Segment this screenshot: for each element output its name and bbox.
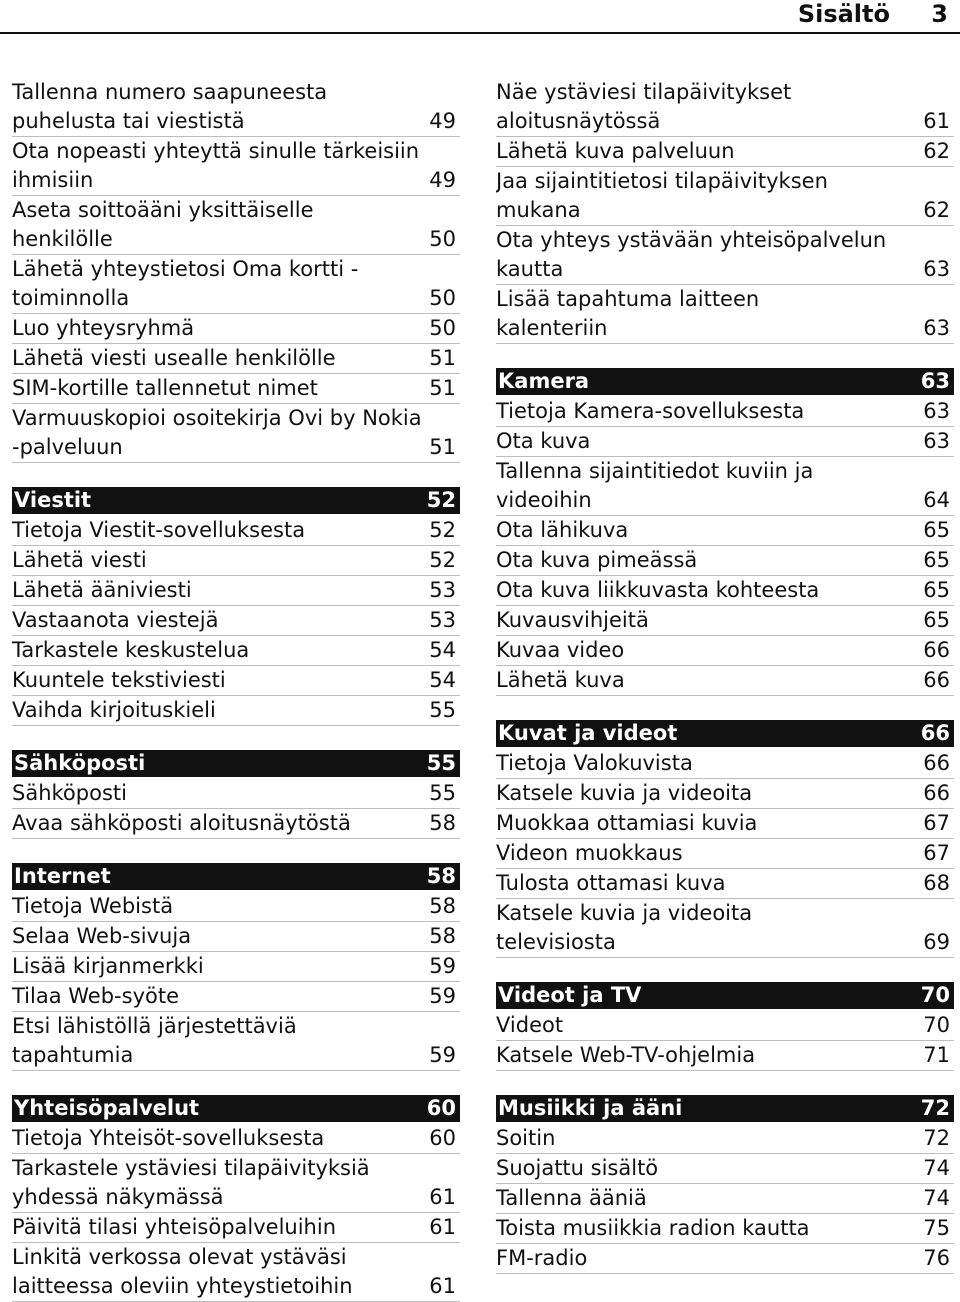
entry-page-number: 65 <box>923 518 950 542</box>
entry-title: Muokkaa ottamiasi kuvia <box>496 811 758 835</box>
entry-title: laitteessa oleviin yhteystietoihin <box>12 1274 353 1298</box>
toc-entry[interactable] <box>12 1012 460 1071</box>
entry-title: Kuvausvihjeitä <box>496 608 649 632</box>
section-title: Kuvat ja videot <box>498 721 678 745</box>
entry-last-line <box>12 952 460 981</box>
entry-last-line <box>496 809 954 838</box>
toc-entry[interactable] <box>12 1243 460 1302</box>
entry-last-line <box>12 666 460 695</box>
section-heading[interactable] <box>496 368 954 395</box>
section-heading[interactable] <box>12 750 460 777</box>
entry-title: mukana <box>496 198 581 222</box>
toc-entry[interactable] <box>12 606 460 636</box>
entry-title: aloitusnäytössä <box>496 109 661 133</box>
entry-page-number: 54 <box>429 668 456 692</box>
entry-last-line <box>12 314 460 343</box>
entry-title: FM-radio <box>496 1246 588 1270</box>
entry-title: Lähetä kuva <box>496 668 625 692</box>
entry-title-line1: Jaa sijaintitietosi tilapäivityksen <box>496 169 828 193</box>
entry-title: Ota kuva pimeässä <box>496 548 698 572</box>
section-page-number: 63 <box>920 369 950 393</box>
entry-title: Lähetä kuva palveluun <box>496 139 735 163</box>
toc-entry[interactable] <box>12 779 460 809</box>
entry-last-line <box>496 1124 954 1153</box>
entry-last-line <box>12 284 460 313</box>
entry-page-number: 72 <box>923 1126 950 1150</box>
entry-last-line <box>496 1244 954 1273</box>
entry-page-number: 67 <box>923 811 950 835</box>
entry-last-line <box>496 516 954 545</box>
section-heading[interactable] <box>496 720 954 747</box>
entry-title: Päivitä tilasi yhteisöpalveluihin <box>12 1215 337 1239</box>
entry-last-line <box>496 107 954 136</box>
toc-entry[interactable] <box>496 1244 954 1274</box>
entry-title: Sähköposti <box>12 781 127 805</box>
entry-last-line <box>496 255 954 284</box>
toc-entry[interactable] <box>496 137 954 167</box>
entry-title-line1: Katsele kuvia ja videoita <box>496 901 753 925</box>
entry-title: Vaihda kirjoituskieli <box>12 698 216 722</box>
entry-last-line <box>12 1124 460 1153</box>
entry-page-number: 52 <box>429 518 456 542</box>
toc-entry[interactable] <box>12 696 460 726</box>
entry-page-number: 55 <box>429 781 456 805</box>
toc-entry[interactable] <box>12 314 460 344</box>
toc-entry[interactable] <box>12 809 460 839</box>
entry-page-number: 65 <box>923 548 950 572</box>
entry-page-number: 63 <box>923 316 950 340</box>
entry-page-number: 55 <box>429 698 456 722</box>
entry-last-line <box>12 1213 460 1242</box>
entry-last-line <box>12 922 460 951</box>
entry-title: tapahtumia <box>12 1043 134 1067</box>
entry-page-number: 66 <box>923 751 950 775</box>
toc-entry[interactable] <box>12 404 460 463</box>
entry-last-line <box>12 696 460 725</box>
entry-last-line <box>12 892 460 921</box>
entry-title-line1: Aseta soittoääni yksittäiselle <box>12 198 314 222</box>
entry-title: Tietoja Viestit-sovelluksesta <box>12 518 306 542</box>
entry-title: Lähetä ääniviesti <box>12 578 192 602</box>
toc-entry[interactable] <box>12 344 460 374</box>
entry-page-number: 58 <box>429 894 456 918</box>
toc-entry[interactable] <box>496 869 954 899</box>
section-page-number: 60 <box>426 1096 456 1120</box>
entry-page-number: 65 <box>923 608 950 632</box>
entry-page-number: 58 <box>429 924 456 948</box>
section-title: Videot ja TV <box>498 983 642 1007</box>
toc-entry[interactable] <box>496 167 954 226</box>
toc-entry[interactable] <box>496 576 954 606</box>
page-title: Sisältö <box>797 0 890 28</box>
entry-last-line <box>496 928 954 957</box>
entry-title-line1: Tallenna sijaintitiedot kuviin ja <box>496 459 814 483</box>
toc-entry[interactable] <box>496 1184 954 1214</box>
entry-title-line1: Ota nopeasti yhteyttä sinulle tärkeisiin <box>12 139 420 163</box>
entry-page-number: 65 <box>923 578 950 602</box>
toc-entry[interactable] <box>496 809 954 839</box>
entry-last-line <box>12 546 460 575</box>
entry-title-line1: Tarkastele ystäviesi tilapäivityksiä <box>12 1156 370 1180</box>
entry-title: Ota kuva <box>496 429 591 453</box>
entry-title-line1: Lähetä yhteystietosi Oma kortti - <box>12 257 359 281</box>
entry-page-number: 50 <box>429 227 456 251</box>
entry-page-number: 63 <box>923 429 950 453</box>
entry-title: Soitin <box>496 1126 556 1150</box>
entry-page-number: 49 <box>429 168 456 192</box>
entry-page-number: 63 <box>923 257 950 281</box>
toc-entry[interactable] <box>12 1213 460 1243</box>
toc-entry[interactable] <box>12 636 460 666</box>
toc-entry[interactable] <box>12 922 460 952</box>
entry-title: Lisää kirjanmerkki <box>12 954 204 978</box>
toc-entry[interactable] <box>12 255 460 314</box>
entry-last-line <box>12 166 460 195</box>
entry-title: kautta <box>496 257 564 281</box>
entry-last-line <box>496 606 954 635</box>
section-heading[interactable] <box>496 1095 954 1122</box>
entry-title: Vastaanota viestejä <box>12 608 219 632</box>
toc-entry[interactable] <box>12 1154 460 1213</box>
entry-title: Ota lähikuva <box>496 518 629 542</box>
toc-entry[interactable] <box>12 982 460 1012</box>
entry-last-line <box>12 433 460 462</box>
toc-entry[interactable] <box>12 78 460 137</box>
entry-title: kalenteriin <box>496 316 608 340</box>
entry-title-line1: Näe ystäviesi tilapäivitykset <box>496 80 792 104</box>
entry-page-number: 68 <box>923 871 950 895</box>
toc-entry[interactable] <box>496 427 954 457</box>
toc-entry[interactable] <box>496 226 954 285</box>
entry-page-number: 75 <box>923 1216 950 1240</box>
entry-last-line <box>496 779 954 808</box>
entry-title: Tulosta ottamasi kuva <box>496 871 726 895</box>
section-title: Yhteisöpalvelut <box>14 1096 200 1120</box>
toc-entry[interactable] <box>496 1041 954 1071</box>
entry-title-line1: Lisää tapahtuma laitteen <box>496 287 760 311</box>
entry-last-line <box>496 546 954 575</box>
toc-entry[interactable] <box>496 1124 954 1154</box>
entry-title: Katsele kuvia ja videoita <box>496 781 753 805</box>
entry-title: toiminnolla <box>12 286 130 310</box>
entry-page-number: 49 <box>429 109 456 133</box>
entry-page-number: 63 <box>923 399 950 423</box>
section-page-number: 58 <box>426 864 456 888</box>
entry-last-line <box>496 1041 954 1070</box>
section-heading[interactable] <box>496 982 954 1009</box>
section-page-number: 70 <box>920 983 950 1007</box>
entry-page-number: 70 <box>923 1013 950 1037</box>
entry-last-line <box>496 397 954 426</box>
toc-entry[interactable] <box>12 196 460 255</box>
toc-entry[interactable] <box>496 457 954 516</box>
entry-page-number: 53 <box>429 578 456 602</box>
entry-title: Suojattu sisältö <box>496 1156 659 1180</box>
entry-last-line <box>496 636 954 665</box>
toc-entry[interactable] <box>12 666 460 696</box>
entry-title: puhelusta tai viestistä <box>12 109 245 133</box>
toc-entry[interactable] <box>496 606 954 636</box>
toc-entry[interactable] <box>12 1124 460 1154</box>
section-title: Viestit <box>14 488 92 512</box>
toc-entry[interactable] <box>12 952 460 982</box>
entry-last-line <box>496 1214 954 1243</box>
page-header <box>0 0 960 34</box>
toc-entry[interactable] <box>496 1154 954 1184</box>
entry-title: televisiosta <box>496 930 616 954</box>
entry-title-line1: Ota yhteys ystävään yhteisöpalvelun <box>496 228 887 252</box>
entry-last-line <box>12 1183 460 1212</box>
section-title: Kamera <box>498 369 590 393</box>
entry-page-number: 66 <box>923 638 950 662</box>
page-number: 3 <box>931 0 948 28</box>
entry-page-number: 66 <box>923 668 950 692</box>
entry-last-line <box>12 344 460 373</box>
toc-entry[interactable] <box>496 78 954 137</box>
entry-title: Selaa Web-sivuja <box>12 924 192 948</box>
entry-title: yhdessä näkymässä <box>12 1185 224 1209</box>
entry-title: Toista musiikkia radion kautta <box>496 1216 810 1240</box>
entry-last-line <box>496 666 954 695</box>
entry-title: Avaa sähköposti aloitusnäytöstä <box>12 811 351 835</box>
entry-last-line <box>496 1184 954 1213</box>
entry-title: Luo yhteysryhmä <box>12 316 195 340</box>
entry-title: Tallenna ääniä <box>496 1186 647 1210</box>
entry-title: Tietoja Valokuvista <box>496 751 693 775</box>
entry-title-line1: Tallenna numero saapuneesta <box>12 80 328 104</box>
entry-title: Kuuntele tekstiviesti <box>12 668 226 692</box>
entry-page-number: 74 <box>923 1186 950 1210</box>
entry-title-line1: Linkitä verkossa olevat ystäväsi <box>12 1245 347 1269</box>
entry-last-line <box>12 1272 460 1301</box>
entry-last-line <box>496 576 954 605</box>
entry-page-number: 50 <box>429 316 456 340</box>
entry-title: -palveluun <box>12 435 123 459</box>
entry-title: Lähetä viesti <box>12 548 147 572</box>
toc-entry[interactable] <box>12 576 460 606</box>
toc-entry[interactable] <box>12 892 460 922</box>
entry-last-line <box>12 107 460 136</box>
entry-page-number: 50 <box>429 286 456 310</box>
entry-last-line <box>496 749 954 778</box>
entry-title: Videot <box>496 1013 564 1037</box>
entry-page-number: 52 <box>429 548 456 572</box>
entry-page-number: 59 <box>429 1043 456 1067</box>
toc-entry[interactable] <box>496 666 954 696</box>
entry-page-number: 64 <box>923 488 950 512</box>
entry-page-number: 69 <box>923 930 950 954</box>
entry-title: Tarkastele keskustelua <box>12 638 250 662</box>
entry-page-number: 51 <box>429 346 456 370</box>
section-heading[interactable] <box>12 487 460 514</box>
entry-page-number: 74 <box>923 1156 950 1180</box>
entry-page-number: 76 <box>923 1246 950 1270</box>
toc-column-left <box>12 78 460 1302</box>
toc-entry[interactable] <box>496 516 954 546</box>
toc-entry[interactable] <box>496 1214 954 1244</box>
entry-title: Ota kuva liikkuvasta kohteesta <box>496 578 820 602</box>
entry-title: Tietoja Yhteisöt-sovelluksesta <box>12 1126 325 1150</box>
entry-title: henkilölle <box>12 227 113 251</box>
entry-page-number: 71 <box>923 1043 950 1067</box>
entry-last-line <box>496 314 954 343</box>
entry-title-line1: Varmuuskopioi osoitekirja Ovi by Nokia <box>12 406 422 430</box>
entry-last-line <box>496 839 954 868</box>
section-page-number: 66 <box>920 721 950 745</box>
entry-last-line <box>12 1041 460 1070</box>
toc-entry[interactable] <box>496 899 954 958</box>
entry-last-line <box>12 636 460 665</box>
section-heading[interactable] <box>12 1095 460 1122</box>
entry-page-number: 51 <box>429 435 456 459</box>
entry-page-number: 60 <box>429 1126 456 1150</box>
entry-last-line <box>496 137 954 166</box>
toc-entry[interactable] <box>496 839 954 869</box>
entry-last-line <box>496 1154 954 1183</box>
entry-page-number: 61 <box>429 1274 456 1298</box>
toc-entry[interactable] <box>12 516 460 546</box>
section-title: Sähköposti <box>14 751 146 775</box>
section-title: Musiikki ja ääni <box>498 1096 683 1120</box>
section-page-number: 52 <box>426 488 456 512</box>
entry-page-number: 59 <box>429 984 456 1008</box>
entry-last-line <box>12 225 460 254</box>
toc-entry[interactable] <box>496 546 954 576</box>
entry-last-line <box>496 486 954 515</box>
entry-title: ihmisiin <box>12 168 94 192</box>
entry-page-number: 61 <box>923 109 950 133</box>
entry-page-number: 67 <box>923 841 950 865</box>
toc-entry[interactable] <box>496 749 954 779</box>
entry-page-number: 66 <box>923 781 950 805</box>
entry-title: Tietoja Kamera-sovelluksesta <box>496 399 805 423</box>
toc-entry[interactable] <box>12 546 460 576</box>
toc-entry[interactable] <box>12 137 460 196</box>
toc-entry[interactable] <box>12 374 460 404</box>
entry-title: Tilaa Web-syöte <box>12 984 179 1008</box>
entry-last-line <box>12 982 460 1011</box>
entry-last-line <box>496 427 954 456</box>
entry-last-line <box>496 869 954 898</box>
toc-entry[interactable] <box>496 397 954 427</box>
section-heading[interactable] <box>12 863 460 890</box>
toc-entry[interactable] <box>496 636 954 666</box>
entry-last-line <box>12 516 460 545</box>
entry-page-number: 59 <box>429 954 456 978</box>
entry-page-number: 61 <box>429 1185 456 1209</box>
entry-title: Lähetä viesti usealle henkilölle <box>12 346 336 370</box>
entry-title: Kuvaa video <box>496 638 625 662</box>
entry-title: Videon muokkaus <box>496 841 683 865</box>
entry-last-line <box>12 606 460 635</box>
entry-title: SIM-kortille tallennetut nimet <box>12 376 318 400</box>
entry-last-line <box>12 374 460 403</box>
entry-last-line <box>496 196 954 225</box>
entry-title-line1: Etsi lähistöllä järjestettäviä <box>12 1014 297 1038</box>
entry-page-number: 58 <box>429 811 456 835</box>
entry-last-line <box>12 576 460 605</box>
toc-entry[interactable] <box>496 285 954 344</box>
section-page-number: 72 <box>920 1096 950 1120</box>
entry-page-number: 62 <box>923 139 950 163</box>
entry-page-number: 51 <box>429 376 456 400</box>
entry-last-line <box>12 809 460 838</box>
entry-page-number: 61 <box>429 1215 456 1239</box>
entry-page-number: 54 <box>429 638 456 662</box>
entry-last-line <box>12 779 460 808</box>
entry-last-line <box>496 1011 954 1040</box>
section-page-number: 55 <box>426 751 456 775</box>
entry-page-number: 62 <box>923 198 950 222</box>
entry-title: Katsele Web-TV-ohjelmia <box>496 1043 756 1067</box>
section-title: Internet <box>14 864 111 888</box>
toc-entry[interactable] <box>496 779 954 809</box>
toc-column-right <box>496 78 954 1274</box>
entry-title: Tietoja Webistä <box>12 894 174 918</box>
entry-page-number: 53 <box>429 608 456 632</box>
entry-title: videoihin <box>496 488 592 512</box>
toc-entry[interactable] <box>496 1011 954 1041</box>
